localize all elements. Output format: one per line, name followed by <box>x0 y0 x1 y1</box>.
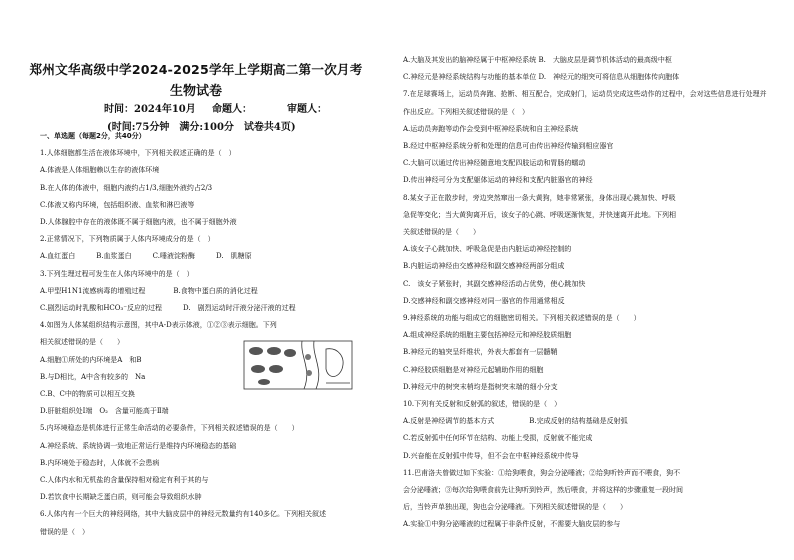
text-line: B.经过中枢神经系统分析和处理的信息可由传出神经传输到相应器官 <box>403 142 614 150</box>
text-line: D.神经元中的树突末梢均是指树突末端的细小分支 <box>403 382 558 391</box>
text-line: C.神经胶质细胞是对神经元起辅助作用的细胞 <box>403 365 544 374</box>
text-line: A.细胞①所处的内环境是A 和B <box>40 355 142 364</box>
text-line: 8.某女子正在散步时，旁边突然窜出一条大黄狗，她非常紧张，身体出现心跳加快、呼吸 <box>403 193 676 202</box>
text-line: 后，当铃声单独出现，狗也会分泌唾液。下列相关叙述错误的是（ ） <box>403 503 627 512</box>
exam-time: 时间：2024年10月 <box>104 104 196 115</box>
text-line: 会分泌唾液；③每次给狗喂食前先让狗听到铃声，然后喂食，并将这样的步骤重复一段时间 <box>403 486 683 494</box>
text-line: C. 该女子紧张时，其副交感神经活动占优势，使心跳加快 <box>403 279 586 288</box>
text-line: 5.内环境稳态是机体进行正常生命活动的必要条件，下列相关叙述错误的是（ ） <box>40 424 299 433</box>
text-line: 1.人体细胞都生活在液体环境中，下列相关叙述正确的是（ ） <box>40 149 236 158</box>
text-line: B.内脏运动神经由交感神经和副交感神经两部分组成 <box>403 262 565 271</box>
text-line: 错误的是（ ） <box>40 527 89 536</box>
text-line: A.甲型H1N1流感病毒的增殖过程 B.食物中蛋白质的消化过程 <box>40 286 258 295</box>
text-line: A.组成神经系统的细胞主要包括神经元和神经胶质细胞 <box>403 331 572 340</box>
text-line: C.神经元是神经系统结构与功能的基本单位 D. 神经元的细突可将信息从细胞体传向胞体 <box>403 73 680 82</box>
text-line: 10.下列有关反射和反射弧的叙述，错误的是（ ） <box>403 400 562 408</box>
text-line: A.运动员奔跑等动作会受到中枢神经系统和自主神经系统 <box>403 124 579 133</box>
page-subtitle: 生物试卷 <box>169 84 222 99</box>
left-column <box>0 0 392 560</box>
text-line: D.肝脏组织处Ⅰ端 O₂ 含量可能高于Ⅱ端 <box>40 407 169 416</box>
text-line: D.交感神经和副交感神经对同一器官的作用通常相反 <box>403 296 565 305</box>
text-line: C.若反射弧中任何环节在结构、功能上受损，反射就不能完成 <box>403 434 593 443</box>
text-line: B.与D相比，A中含有较多的 Na <box>40 372 146 381</box>
text-line: C.大脑可以通过传出神经随意地支配四肢运动和胃肠的蠕动 <box>403 159 586 168</box>
text-line: C.B、C中的物质可以相互交换 <box>40 390 135 398</box>
tissue-structure-figure <box>242 339 354 391</box>
text-line: 9.神经系统的功能与组成它的细胞密切相关。下列相关叙述错误的是（ ） <box>403 314 641 322</box>
text-line: 2.正常情况下，下列物质属于人体内环境成分的是（ ） <box>40 235 215 244</box>
exam-reviewer: 审题人： <box>287 104 327 115</box>
text-line: A.反射是神经调节的基本方式 B.完成反射的结构基础是反射弧 <box>403 417 628 426</box>
text-line: A.实验①中狗分泌唾液的过程属于非条件反射，不需要大脑皮层的参与 <box>403 520 621 529</box>
text-line: D.若饮食中长期缺乏蛋白质，则可能会导致组织水肿 <box>40 493 202 502</box>
text-line: C.人体内水和无机盐的含量保持相对稳定有利于其的与 <box>40 476 209 484</box>
text-line: A.神经系统、系统协调一致地正常运行是维持内环境稳态的基础 <box>40 441 237 450</box>
text-line: A.大脑及其发出的脑神经属于中枢神经系统 B. 大脑皮层是调节机体活动的最高级中枢 <box>403 56 672 64</box>
page-title: 郑州文华高级中学2024-2025学年上学期高二第一次月考 <box>29 62 363 77</box>
text-line: 作出反应。下列相关叙述错误的是（ ） <box>403 107 529 116</box>
text-line: D.传出神经可分为支配躯体运动的神经和支配内脏器官的神经 <box>403 176 593 185</box>
right-column <box>400 0 794 560</box>
exam-info: (时间:75分钟 满分:100分 试卷共4页) <box>107 122 296 133</box>
exam-author: 命题人： <box>212 104 252 115</box>
text-line: 6.人体内有一个巨大的神经网络，其中大脑皮层中的神经元数量约有140多亿。下列相关叙述 <box>40 510 327 519</box>
text-line: B.神经元的轴突呈纤维状，外表大都套有一层髓鞘 <box>403 348 558 357</box>
text-line: 7.在足球赛场上，运动员奔跑、抢断、相互配合，完成射门，运动员完成这些动作的过程中，会对这些信息进行处理并 <box>403 90 767 99</box>
text-line: A.该女子心跳加快、呼吸急促是由内脏运动神经控制的 <box>403 245 572 254</box>
text-line: 急促等变化；当大黄狗离开后，该女子的心跳、呼吸逐渐恢复，并快速离开此地。下列相 <box>403 210 676 219</box>
text-line: A.体液是人体细胞赖以生存的液体环境 <box>40 166 160 175</box>
text-line: 关叙述错误的是（ ） <box>403 228 480 236</box>
text-line: D.人体腺腔中存在的液体既不属于细胞内液，也不属于细胞外液 <box>40 218 237 226</box>
text-line: B.在人体的体液中，细胞内液约占1/3,细胞外液约占2/3 <box>40 183 213 192</box>
text-line: D.兴奋能在反射弧中传导，但不会在中枢神经系统中传导 <box>403 451 579 460</box>
text-line: C.剧烈运动时乳酸和HCO₃⁻反应的过程 D. 剧烈运动时汗液分泌汗液的过程 <box>40 304 296 312</box>
text-line: B.内环境处于稳态时，人体就不会患病 <box>40 458 160 467</box>
text-line: 3.下列生理过程可发生在人体内环境中的是（ ） <box>40 269 194 278</box>
text-line: C.体液又称内环境，包括组织液、血浆和淋巴液等 <box>40 200 195 209</box>
text-line: 一、单选题（每题2分，共40分） <box>40 132 146 140</box>
text-line: 11.巴甫洛夫曾做过如下实验：①给狗喂食，狗会分泌唾液；②给狗听铃声而不喂食，狗不 <box>403 468 681 477</box>
text-line: 4.如图为人体某组织结构示意图，其中A-D表示体液，①②③表示细胞。下列 <box>40 321 277 330</box>
text-line: A.血红蛋白 B.血浆蛋白 C.唾液淀粉酶 D. 肌糖原 <box>40 252 252 261</box>
text-line: 相关叙述错误的是（ ） <box>40 338 124 347</box>
